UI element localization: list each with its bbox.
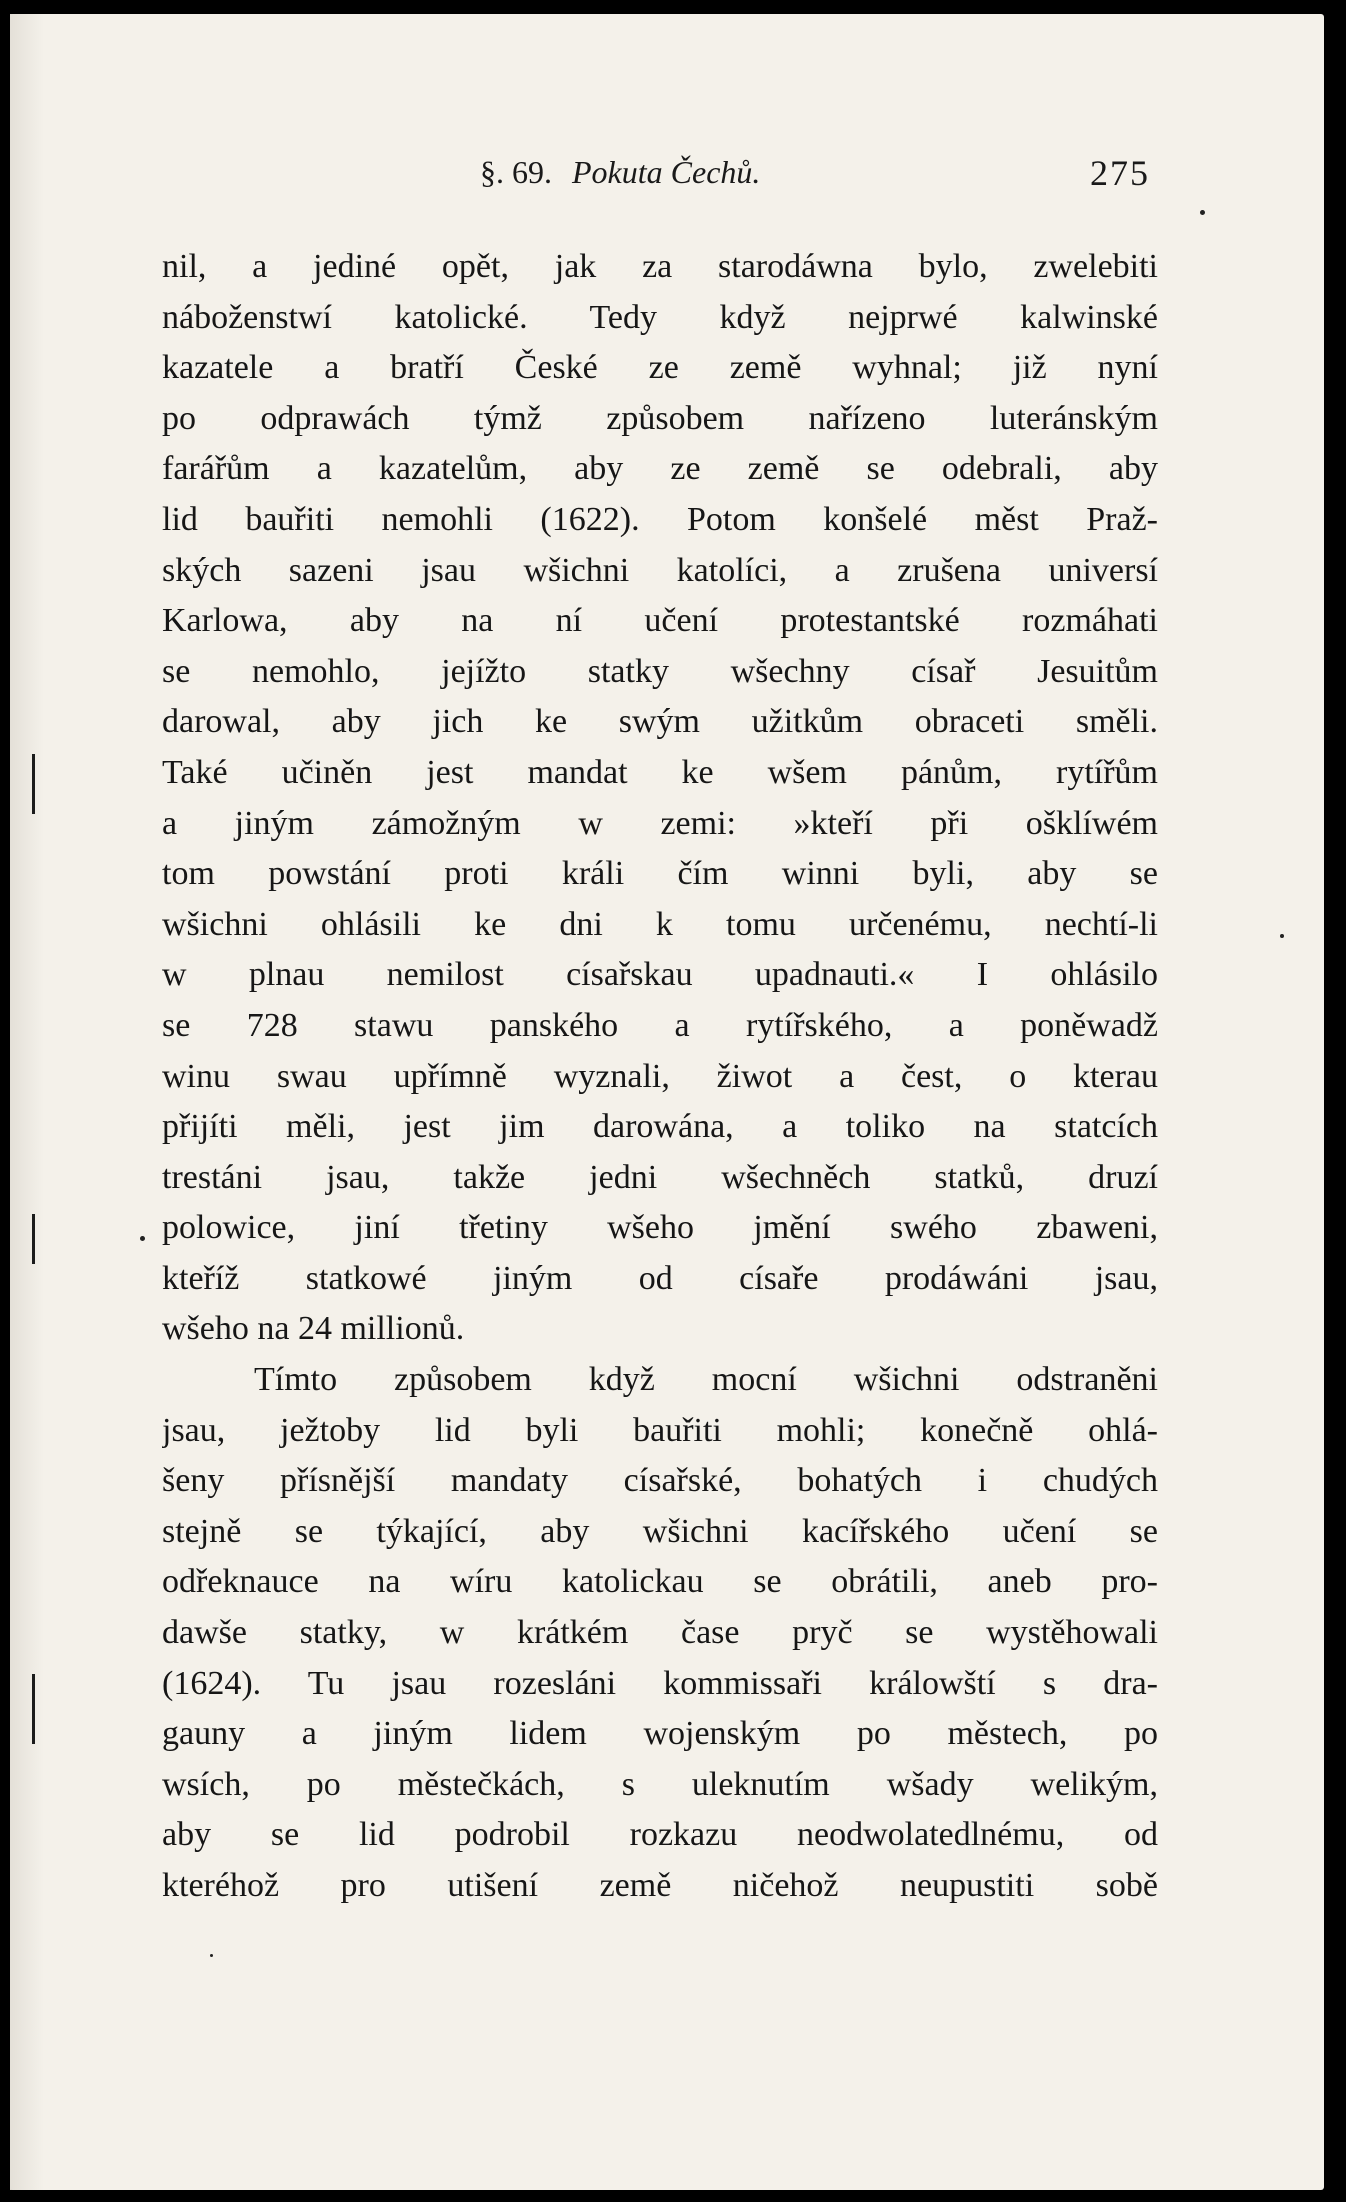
text-line: aby se lid podrobil rozkazu neodwolatedlnému, od [162,1816,1158,1854]
chapter-title: Pokuta Čechů. [572,154,761,190]
edge-mark [32,754,35,814]
text-line: nil, a jediné opět, jak za starodáwna bylo, zwelebiti [162,248,1158,285]
scan-speck [1200,210,1205,215]
text-line: odřeknauce na wíru katolickau se obrátili, aneb pro- [162,1563,1158,1601]
text-line: darowal, aby jich ke swým užitkům obraceti směli. [162,703,1158,741]
text-line: farářům a kazatelům, aby ze země se odebrali, aby [162,450,1158,488]
body-text [162,242,1158,1912]
text-line: se 728 stawu panského a rytířského, a poněwadž [162,1006,1158,1044]
text-line: kazatele a bratří České ze země wyhnal; již nyní [162,349,1158,387]
text-line: Tímto způsobem když mocní wšichni odstraněni [254,1361,1158,1399]
text-line: kteříž statkowé jiným od císaře prodáwáni jsau, [162,1259,1158,1297]
page-header [10,154,1324,204]
page-number: 275 [1090,153,1150,193]
text-line: gauny a jiným lidem wojenským po městech, po [162,1715,1158,1753]
text-line: lid bauřiti nemohli (1622). Potom konšelé měst Praž- [162,500,1158,538]
text-line: tom powstání proti králi čím winni byli, aby se [162,855,1158,893]
text-line: wšichni ohlásili ke dni k tomu určenému, nechtí-li [162,905,1158,943]
edge-mark [32,1674,35,1744]
scan-speck [1280,934,1284,938]
text-line: dawše statky, w krátkém čase pryč se wystěhowali [162,1614,1158,1652]
text-line: wsích, po městečkách, s uleknutím wšady welikým, [162,1765,1158,1803]
text-line: (1624). Tu jsau rozesláni kommissaři králowští s dra- [162,1664,1158,1702]
text-line: wšeho na 24 millionů. [162,1310,465,1348]
text-line: kteréhož pro utišení země ničehož neupustiti sobě [162,1867,1158,1904]
book-page [10,14,1324,2190]
text-line: Také učiněn jest mandat ke wšem pánům, rytířům [162,753,1158,791]
text-line: přijíti měli, jest jim darowána, a toliko na statcích [162,1108,1158,1146]
running-head [480,154,760,191]
text-line: náboženstwí katolické. Tedy když nejprwé kalwinské [162,298,1158,336]
text-line: jsau, ježtoby lid byli bauřiti mohli; konečně ohlá- [162,1411,1158,1449]
text-line: trestáni jsau, takže jedni wšechněch statků, druzí [162,1158,1158,1196]
gutter-shadow [10,14,44,2190]
text-line: se nemohlo, jejížto statky wšechny císař Jesuitům [162,652,1158,690]
text-line: winu swau upřímně wyznali, žiwot a čest, o kterau [162,1057,1158,1095]
text-line: stejně se týkající, aby wšichni kacířského učení se [162,1512,1158,1550]
text-line: po odprawách týmž způsobem nařízeno luteránským [162,399,1158,437]
section-number: §. 69. [480,154,552,190]
scan-speck [210,1954,213,1957]
text-line: ských sazeni jsau wšichni katolíci, a zrušena universí [162,551,1158,589]
text-line: Karlowa, aby na ní učení protestantské rozmáhati [162,602,1158,640]
text-line: w plnau nemilost císařskau upadnauti.« I ohlásilo [162,956,1158,994]
text-line: a jiným zámožným w zemi: »kteří při ošklíwém [162,804,1158,842]
scan-speck [140,1236,145,1241]
text-line: polowice, jiní třetiny wšeho jmění swého zbaweni, [162,1209,1158,1247]
text-line: šeny přísnější mandaty císařské, bohatých i chudých [162,1462,1158,1500]
edge-mark [32,1214,35,1264]
